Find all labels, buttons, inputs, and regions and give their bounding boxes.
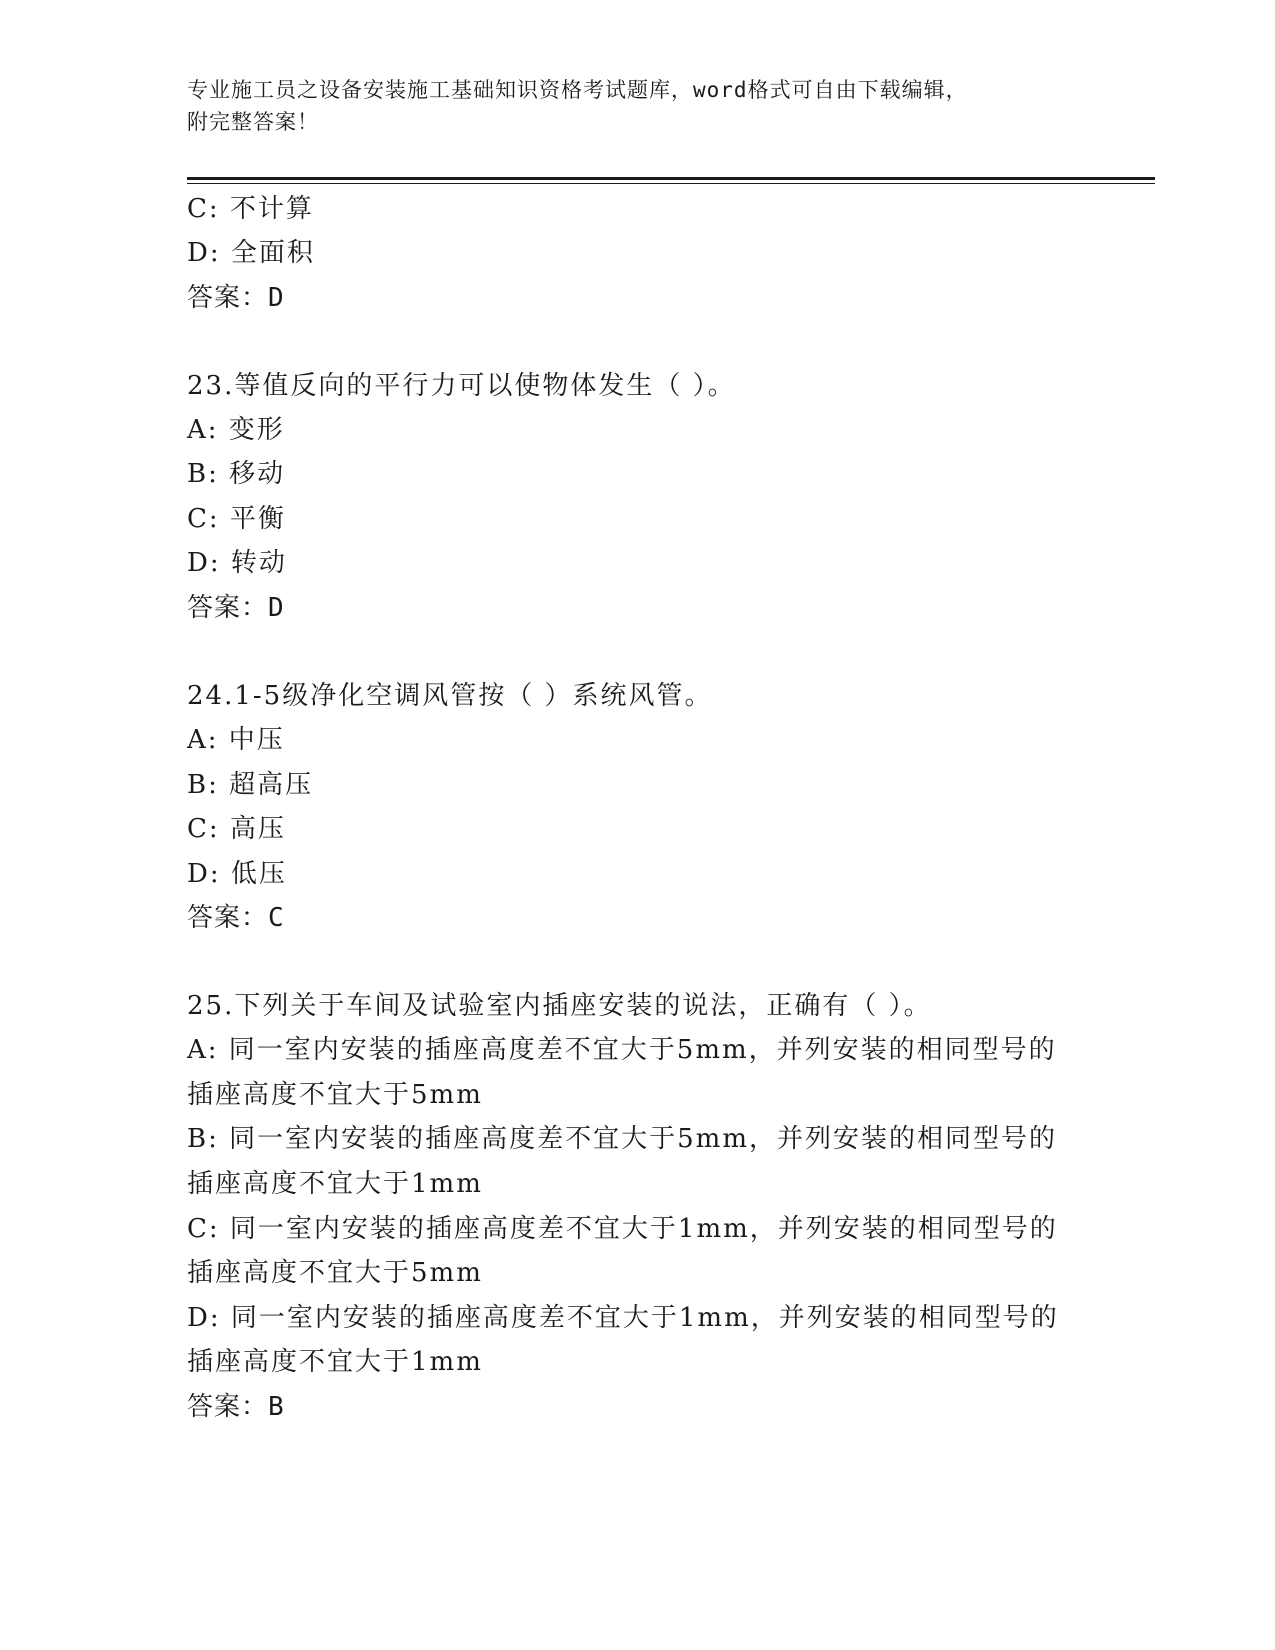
q22-answer: [187, 283, 285, 313]
q25-answer: [187, 1392, 285, 1422]
document-header: [187, 74, 1087, 138]
q25-option-c-line2: 插座高度不宜大于5mm: [187, 1258, 483, 1288]
q22-option-d: D: 全面积: [187, 238, 315, 268]
q25-option-b-line2: 插座高度不宜大于1mm: [187, 1169, 483, 1199]
q25-option-d-line2: 插座高度不宜大于1mm: [187, 1347, 483, 1377]
answer-value: D: [268, 593, 285, 623]
answer-value: B: [268, 1392, 285, 1422]
header-title-line1: 专业施工员之设备安装施工基础知识资格考试题库，word格式可自由下载编辑，: [187, 78, 968, 102]
q25-option-d-line1: D: 同一室内安装的插座高度差不宜大于1mm，并列安装的相同型号的: [187, 1303, 1059, 1333]
q23-option-b: B: 移动: [187, 459, 286, 489]
q24-answer: [187, 903, 285, 933]
answer-value: C: [268, 903, 285, 933]
header-divider-thick: [187, 177, 1155, 180]
q25-option-b-line1: B: 同一室内安装的插座高度差不宜大于5mm，并列安装的相同型号的: [187, 1124, 1057, 1154]
q25-stem: 25.下列关于车间及试验室内插座安装的说法，正确有（ ）。: [187, 991, 932, 1021]
answer-label: 答案：: [187, 283, 269, 313]
q23-option-d: D: 转动: [187, 548, 287, 578]
answer-label: 答案：: [187, 1392, 269, 1422]
q25-option-a-line2: 插座高度不宜大于5mm: [187, 1080, 483, 1110]
q23-stem: 23.等值反向的平行力可以使物体发生（ ）。: [187, 371, 736, 401]
q24-option-c: C: 高压: [187, 814, 286, 844]
q25-option-a-line1: A: 同一室内安装的插座高度差不宜大于5mm，并列安装的相同型号的: [187, 1035, 1057, 1065]
answer-label: 答案：: [187, 903, 269, 933]
answer-value: D: [268, 283, 285, 313]
q24-option-d: D: 低压: [187, 859, 287, 889]
header-title-line2: 附完整答案！: [187, 110, 319, 134]
q24-option-a: A: 中压: [187, 725, 285, 755]
q22-option-c: C: 不计算: [187, 194, 314, 224]
answer-label: 答案：: [187, 593, 269, 623]
q23-answer: [187, 593, 285, 623]
q23-option-a: A: 变形: [187, 415, 285, 445]
q24-stem: 24.1-5级净化空调风管按（ ）系统风管。: [187, 681, 713, 711]
q24-option-b: B: 超高压: [187, 770, 314, 800]
q23-option-c: C: 平衡: [187, 504, 286, 534]
header-divider-thin: [187, 183, 1155, 184]
q25-option-c-line1: C: 同一室内安装的插座高度差不宜大于1mm，并列安装的相同型号的: [187, 1214, 1058, 1244]
